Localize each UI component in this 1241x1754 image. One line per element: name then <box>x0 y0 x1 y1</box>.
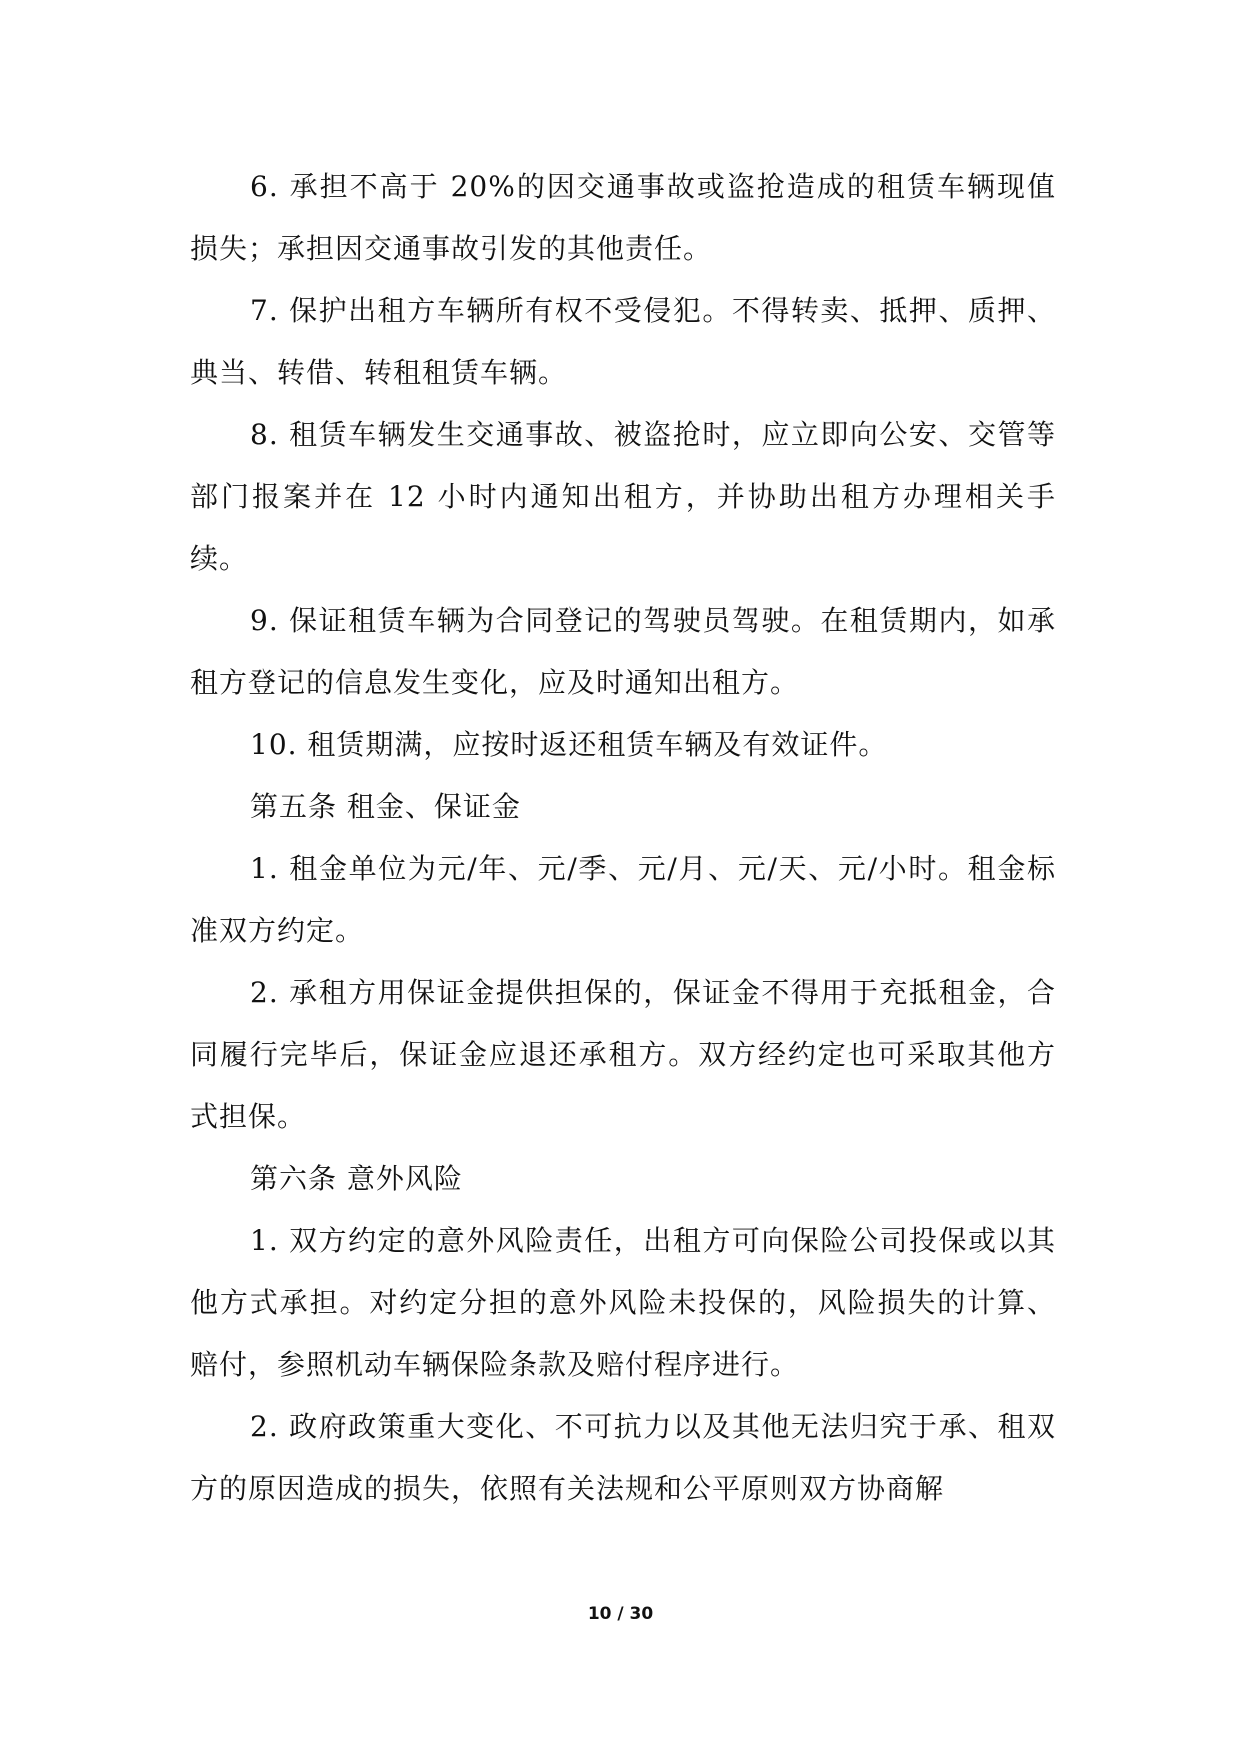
paragraph-item-7: 7. 保护出租方车辆所有权不受侵犯。不得转卖、抵押、质押、典当、转借、转租租赁车辆。 <box>190 294 1056 389</box>
paragraph-accident-risk: 1. 双方约定的意外风险责任，出租方可向保险公司投保或以其他方式承担。对约定分担的意外风险未投保的，风险损失的计算、赔付，参照机动车辆保险条款及赔付程序进行。 <box>190 1224 1056 1381</box>
paragraph-policy-change: 2. 政府政策重大变化、不可抗力以及其他无法归究于承、租双方的原因造成的损失，依照有关法规和公平原则双方协商解 <box>190 1410 1056 1505</box>
section-heading-article-6: 第六条 意外风险 <box>250 1162 463 1195</box>
paragraph-item-9: 9. 保证租赁车辆为合同登记的驾驶员驾驶。在租赁期内，如承租方登记的信息发生变化，应及时通知出租方。 <box>190 604 1056 699</box>
paragraph-item-8: 8. 租赁车辆发生交通事故、被盗抢时，应立即向公安、交管等部门报案并在 12 小时内通知出租方，并协助出租方办理相关手续。 <box>190 418 1056 575</box>
paragraph-item-10: 10. 租赁期满，应按时返还租赁车辆及有效证件。 <box>250 728 888 761</box>
section-heading-article-5: 第五条 租金、保证金 <box>250 790 521 823</box>
page-number: 10 / 30 <box>587 1604 654 1624</box>
paragraph-item-6: 6. 承担不高于 20%的因交通事故或盗抢造成的租赁车辆现值损失；承担因交通事故引发的其他责任。 <box>190 170 1056 265</box>
document-body <box>190 156 1056 1520</box>
paragraph-deposit: 2. 承租方用保证金提供担保的，保证金不得用于充抵租金，合同履行完毕后，保证金应退还承租方。双方经约定也可采取其他方式担保。 <box>190 976 1056 1133</box>
paragraph-rent-unit: 1. 租金单位为元/年、元/季、元/月、元/天、元/小时。租金标准双方约定。 <box>190 852 1056 947</box>
